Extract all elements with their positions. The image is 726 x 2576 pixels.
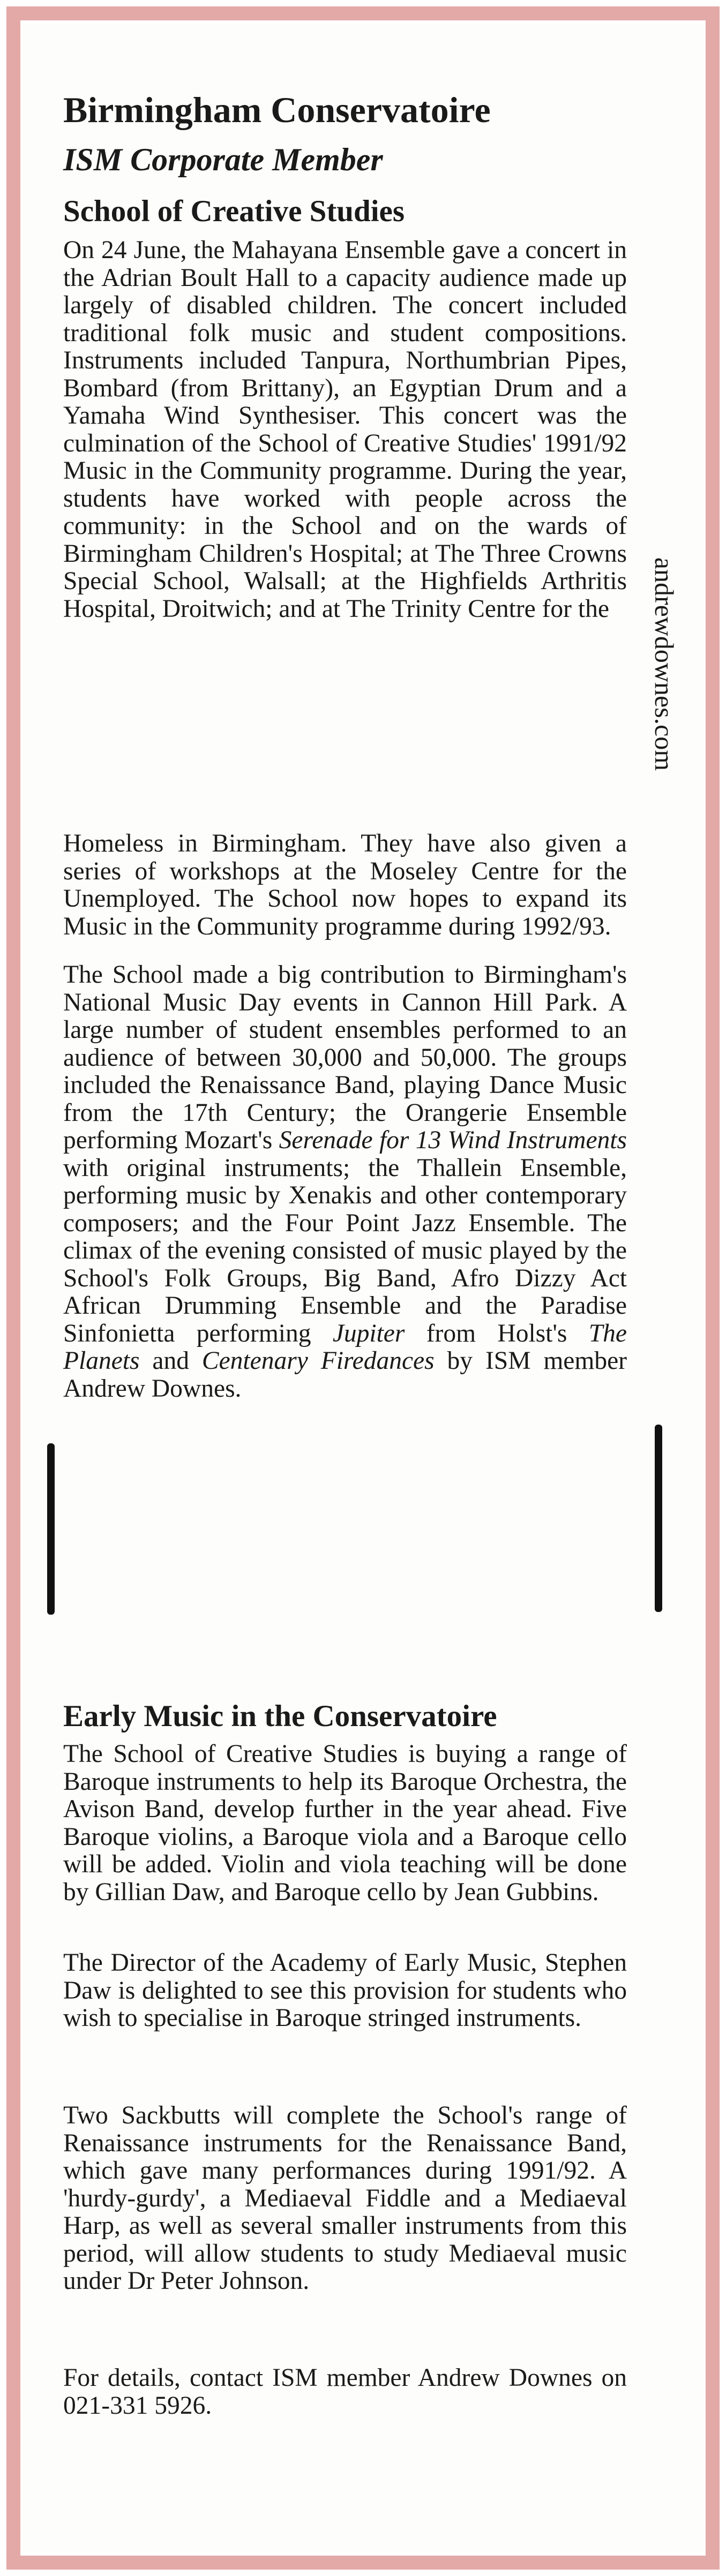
sidebar-site-label: [643, 407, 686, 921]
work-title-firedances: Centenary Firedances: [201, 1347, 435, 1375]
page-title: Birmingham Conservatoire: [63, 89, 491, 130]
text-run: by ISM member Andrew Downes.: [63, 1347, 627, 1403]
section-heading-creative-studies: School of Creative Studies: [63, 194, 405, 228]
text-run: and: [139, 1347, 202, 1375]
paragraph-academy-director: The Director of the Academy of Early Music, Stephen Daw is delighted to see this provision for students who wish to specialise in Baroque stringed instruments.: [63, 1949, 627, 2032]
page-subtitle: ISM Corporate Member: [63, 142, 383, 177]
work-title-jupiter: Jupiter: [332, 1319, 405, 1347]
margin-marker-left: [47, 1443, 55, 1615]
paragraph-renaissance-instruments: Two Sackbutts will complete the School's range of Renaissance instruments for the Renaissance Band, which gave many performances during 1991/92. A 'hurdy-gurdy', a Mediaeval Fiddle and a Mediaeval Harp, as well as several smaller instruments from this period, will allow students to study Mediaeval music under Dr Peter Johnson.: [63, 2102, 627, 2295]
site-url: andrewdownes.com: [649, 557, 679, 771]
paragraph-baroque-instruments: The School of Creative Studies is buying a range of Baroque instruments to help its Baroque Orchestra, the Avison Band, develop further in the year ahead. Five Baroque violins, a Baroque viola and a Baroque cello will be added. Violin and viola teaching will be done by Gillian Daw, and Baroque cello by Jean Gubbins.: [63, 1740, 627, 1906]
work-title-serenade: Serenade for 13 Wind Instruments: [279, 1126, 627, 1154]
paragraph-homeless-workshops: Homeless in Birmingham. They have also given a series of workshops at the Moseley Centre for the Unemployed. The School now hopes to expand its Music in the Community programme during 1992/93.: [63, 830, 627, 940]
paragraph-national-music-day: [63, 961, 627, 1403]
paragraph-mahayana-concert: On 24 June, the Mahayana Ensemble gave a concert in the Adrian Boult Hall to a capacity audience made up largely of disabled children. The concert included traditional folk music and student compositions. Instruments included Tanpura, Northumbrian Pipes, Bombard (from Brittany), an Egyptian Drum and a Yamaha Wind Synthesiser. This concert was the culmination of the School of Creative Studies' 1991/92 Music in the Community programme. During the year, students have worked with people across the community: in the School and on the wards of Birmingham Children's Hospital; at The Three Crowns Special School, Walsall; at the Highfields Arthritis Hospital, Droitwich; and at The Trinity Centre for the: [63, 236, 627, 623]
margin-marker-right: [655, 1425, 662, 1612]
work-title-planets: The Planets: [63, 1319, 627, 1375]
text-run: from Holst's: [405, 1319, 589, 1347]
text-run: with original instruments; the Thallein Ensemble, performing music by Xenakis and other contemporary composers; and the Four Point Jazz Ensemble. The climax of the evening consisted of music played by the School's Folk Groups, Big Band, Afro Dizzy Act African Drumming Ensemble and the Paradise Sinfonietta performing: [63, 1154, 627, 1347]
text-run: The School made a big contribution to Birmingham's National Music Day events in Cannon Hill Park. A large number of student ensembles performed to an audience of between 30,000 and 50,000. The groups included the Renaissance Band, playing Dance Music from the 17th Century; the Orangerie Ensemble performing Mozart's: [63, 961, 627, 1154]
section-heading-early-music: Early Music in the Conservatoire: [63, 1699, 497, 1733]
paragraph-contact-details: For details, contact ISM member Andrew Downes on 021-331 5926.: [63, 2364, 627, 2420]
